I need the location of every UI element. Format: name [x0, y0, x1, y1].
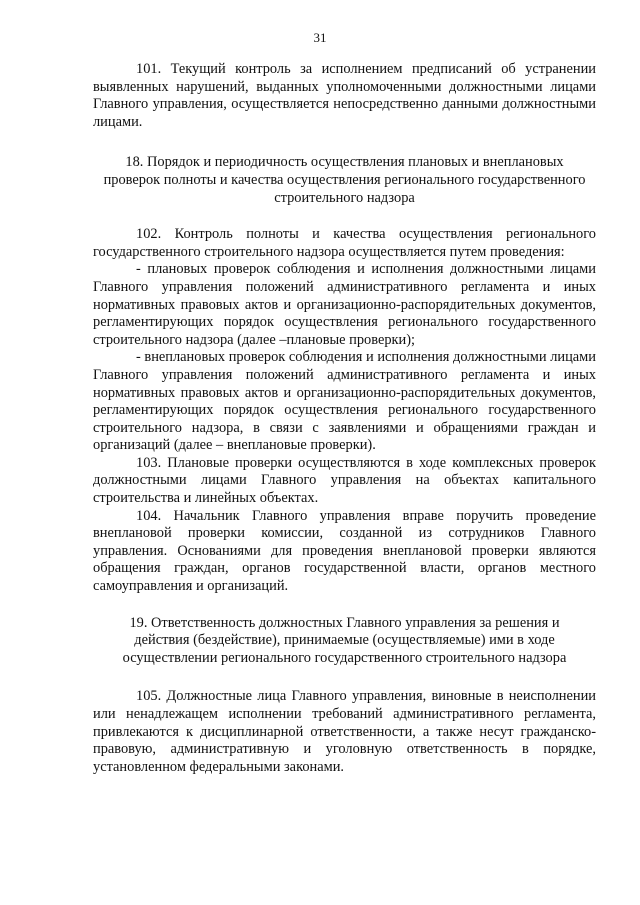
section-19-heading: 19. Ответственность должностных Главного управления за решения и действия (бездействие), принимаемые (осуществляемые) ими в ходе осуществлении регионального государственного строительного надзора — [122, 614, 567, 666]
paragraph-102-item-unplanned: - внеплановых проверок соблюдения и исполнения должностными лицами Главного управления положений административного регламента и иных нормативных правовых актов и организационно-распорядительных документов, регламентирующих порядок осуществления регионального государственного строительного надзора, в связи с заявлениями и обращениями граждан и организаций (далее – внеплановые проверки). — [93, 349, 596, 454]
paragraph-102-item-planned: - плановых проверок соблюдения и исполнения должностными лицами Главного управления положений административного регламента и иных нормативных правовых актов и организационно-распорядительных документов, регламентирующих порядок осуществления регионального государственного строительного надзора (далее –плановые проверки); — [93, 261, 596, 348]
paragraph-101: 101. Текущий контроль за исполнением предписаний об устранении выявленных нарушений, выданных уполномоченными должностными лицами Главного управления, осуществляется непосредственно данными должностными лицами. — [93, 61, 596, 130]
page-number: 31 — [313, 30, 327, 45]
document-body — [93, 61, 596, 776]
paragraph-102-intro: 102. Контроль полноты и качества осуществления регионального государственного строительного надзора осуществляется путем проведения: — [93, 226, 596, 260]
paragraph-104: 104. Начальник Главного управления вправе поручить проведение внеплановой проверки комиссии, созданной из сотрудников Главного управления. Основаниями для проведения внеплановой проверки являются обращения граждан, органов государственной власти, органов местного самоуправления и организаций. — [93, 507, 596, 595]
paragraph-103: 103. Плановые проверки осуществляются в ходе комплексных проверок должностными лицами Главного управления на объектах капитального строительства и линейных объектах. — [93, 454, 596, 507]
section-18-heading: 18. Порядок и периодичность осуществления плановых и внеплановых проверок полноты и качества осуществления регионального государственного строительного надзора — [103, 154, 586, 206]
paragraph-105: 105. Должностные лица Главного управления, виновные в неисполнении или ненадлежащем исполнении требований административного регламента, привлекаются к дисциплинарной ответственности, а также несут гражданско-правовую, административную и уголовную ответственность в порядке, установленном федеральными законами. — [93, 688, 596, 775]
